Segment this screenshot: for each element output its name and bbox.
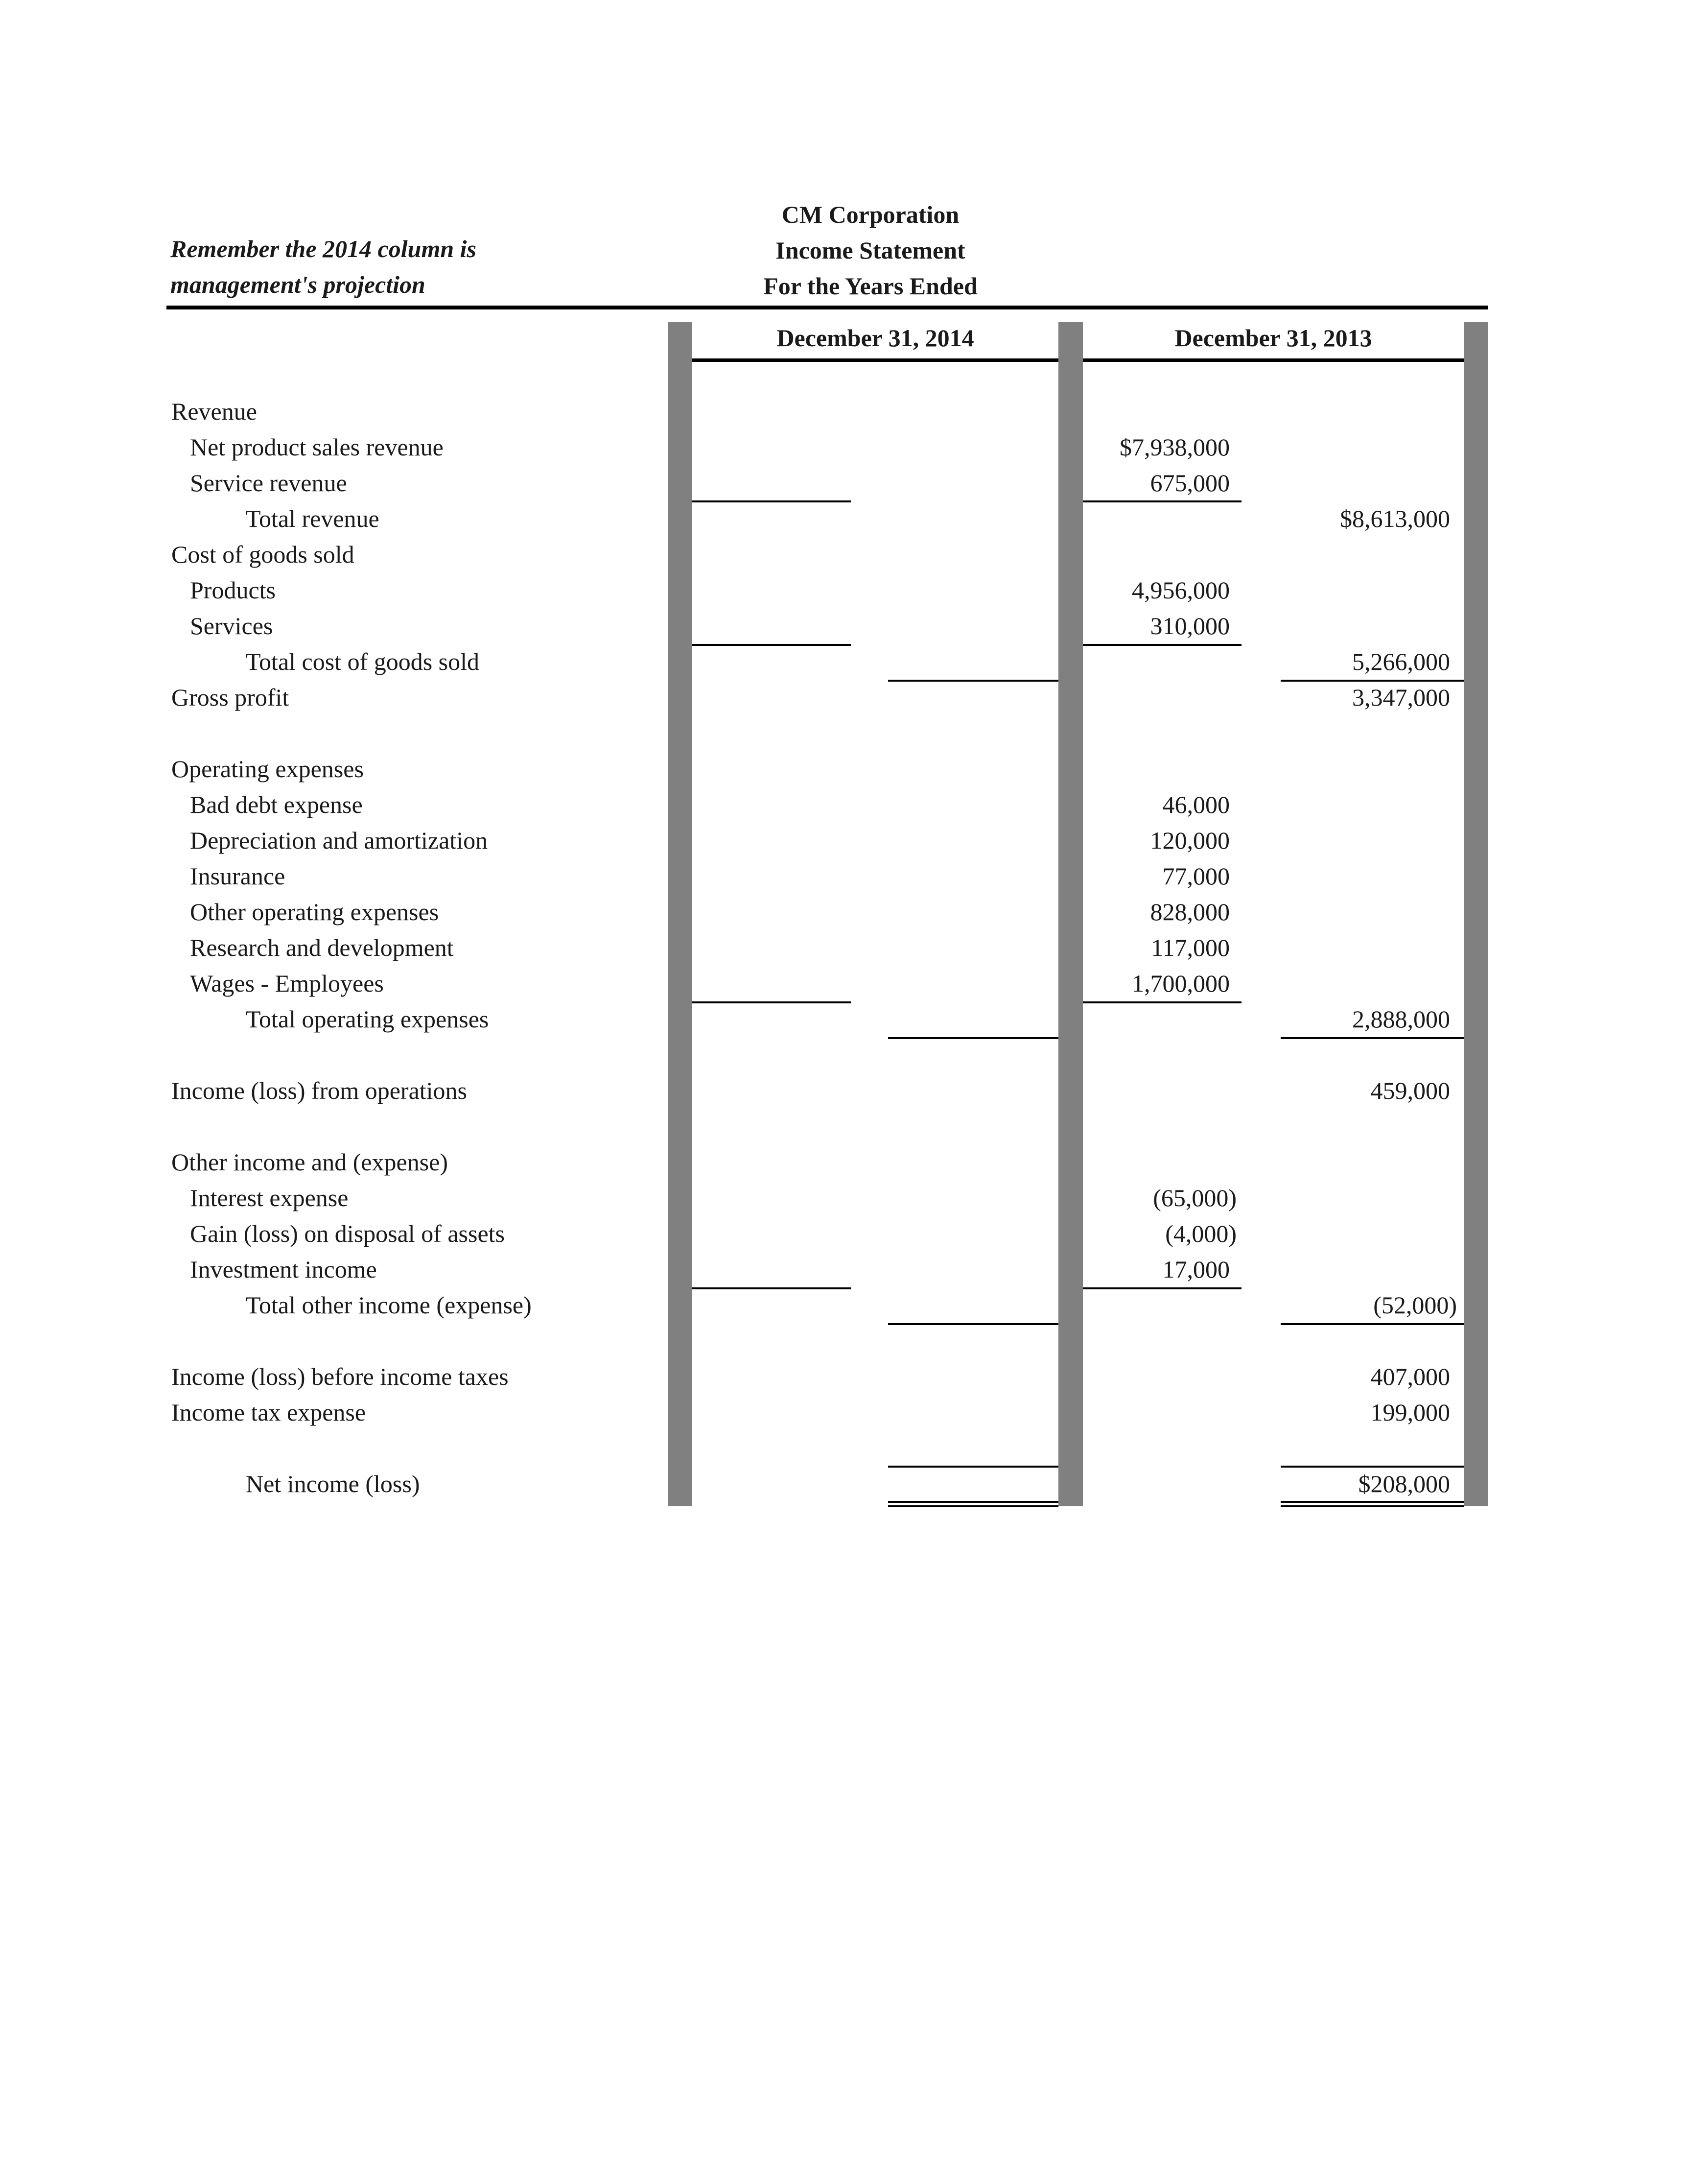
total-2013-other-income-expense: (52,000): [1373, 1291, 1457, 1319]
rule-2013-gross-profit: [1281, 680, 1464, 682]
row-label-depreciation-and-amortization: Depreciation and amortization: [190, 827, 488, 854]
total-2013-net-income: $208,000: [1358, 1470, 1450, 1497]
rule-2013-other-total: [1281, 1323, 1464, 1325]
row-label-gain-loss-on-disposal: Gain (loss) on disposal of assets: [190, 1220, 505, 1247]
total-2013-revenue: $8,613,000: [1340, 505, 1450, 532]
row-label-service-revenue: Service revenue: [190, 469, 347, 497]
rule-2014-net-income-double-1: [888, 1501, 1058, 1503]
statement-period: For the Years Ended: [763, 272, 978, 300]
rule-2013-opex-subtotal: [1083, 1001, 1242, 1003]
column-heading-2014: December 31, 2014: [776, 324, 974, 352]
amount-2013-interest-expense: (65,000): [1153, 1184, 1237, 1211]
statement-title: Income Statement: [775, 237, 965, 264]
rule-2014-net-income-top: [888, 1466, 1058, 1468]
row-label-insurance: Insurance: [190, 862, 285, 890]
amount-2013-investment-income: 17,000: [1162, 1256, 1230, 1283]
row-label-investment-income: Investment income: [190, 1256, 377, 1283]
row-label-net-income: Net income (loss): [246, 1470, 420, 1497]
row-label-income-from-operations: Income (loss) from operations: [171, 1077, 468, 1104]
rule-2014-opex-total: [888, 1037, 1058, 1039]
row-label-total-cost-of-goods-sold: Total cost of goods sold: [246, 648, 480, 675]
total-2013-income-from-operations: 459,000: [1370, 1077, 1450, 1104]
row-label-total-revenue: Total revenue: [246, 505, 379, 532]
rule-2014-net-income-double-2: [888, 1505, 1058, 1507]
column-heading-rule-2014: [692, 358, 1058, 362]
row-label-income-before-taxes: Income (loss) before income taxes: [171, 1363, 509, 1390]
row-label-research-and-development: Research and development: [190, 934, 454, 961]
rule-2013-net-income-double-1: [1281, 1501, 1464, 1503]
rule-2014-other-subtotal: [692, 1287, 851, 1289]
row-label-services: Services: [190, 612, 273, 640]
rule-2013-cogs-subtotal: [1083, 644, 1242, 646]
row-label-income-tax-expense: Income tax expense: [171, 1399, 366, 1426]
row-label-interest-expense: Interest expense: [190, 1184, 349, 1211]
rule-2014-gross-profit: [888, 680, 1058, 682]
amount-2013-depreciation: 120,000: [1150, 827, 1230, 854]
rule-2013-revenue-subtotal: [1083, 500, 1242, 502]
company-name: CM Corporation: [781, 201, 960, 228]
rule-2013-net-income-double-2: [1281, 1505, 1464, 1507]
row-label-total-other-income-expense: Total other income (expense): [246, 1291, 532, 1319]
rule-2014-opex-subtotal: [692, 1001, 851, 1003]
row-label-net-product-sales-revenue: Net product sales revenue: [190, 433, 444, 461]
column-bar-right: [1464, 322, 1488, 1506]
amount-2013-other-operating: 828,000: [1150, 898, 1230, 926]
total-2013-income-before-taxes: 407,000: [1370, 1363, 1450, 1390]
amount-2013-bad-debt: 46,000: [1162, 791, 1230, 818]
row-label-wages-employees: Wages - Employees: [190, 970, 384, 997]
row-label-total-operating-expenses: Total operating expenses: [246, 1005, 489, 1033]
row-label-products: Products: [190, 576, 276, 604]
amount-2013-research: 117,000: [1151, 934, 1230, 961]
rule-2014-other-total: [888, 1323, 1058, 1325]
row-label-other-operating-expenses: Other operating expenses: [190, 898, 439, 926]
row-label-other-income-and-expense: Other income and (expense): [171, 1148, 448, 1176]
row-label-gross-profit: Gross profit: [171, 684, 289, 711]
row-label-cost-of-goods-sold: Cost of goods sold: [171, 541, 354, 568]
amount-2013-wages: 1,700,000: [1132, 970, 1230, 997]
amount-2013-gain-loss-disposal: (4,000): [1165, 1220, 1237, 1247]
row-label-bad-debt-expense: Bad debt expense: [190, 791, 363, 818]
amount-2013-service-revenue: 675,000: [1150, 469, 1230, 497]
total-2013-gross-profit: 3,347,000: [1352, 684, 1450, 711]
total-2013-cost-of-goods-sold: 5,266,000: [1352, 648, 1450, 675]
projection-note-line-2: management's projection: [170, 271, 425, 298]
rule-2013-opex-total: [1281, 1037, 1464, 1039]
column-heading-rule-2013: [1083, 358, 1464, 362]
total-2013-operating-expenses: 2,888,000: [1352, 1005, 1450, 1033]
amount-2013-products: 4,956,000: [1132, 576, 1230, 604]
rule-2014-cogs-subtotal: [692, 644, 851, 646]
row-label-revenue: Revenue: [171, 398, 257, 425]
column-heading-2013: December 31, 2013: [1174, 324, 1372, 352]
row-label-operating-expenses: Operating expenses: [171, 755, 364, 783]
rule-2013-other-subtotal: [1083, 1287, 1242, 1289]
rule-2013-net-income-top: [1281, 1466, 1464, 1468]
column-bar-left: [668, 322, 692, 1506]
header-rule: [166, 306, 1488, 309]
amount-2013-services: 310,000: [1150, 612, 1230, 640]
amount-2013-net-product-sales: $7,938,000: [1120, 433, 1230, 461]
rule-2014-revenue-subtotal: [692, 500, 851, 502]
projection-note-line-1: Remember the 2014 column is: [170, 235, 476, 262]
amount-2013-insurance: 77,000: [1162, 862, 1230, 890]
total-2013-income-tax-expense: 199,000: [1370, 1399, 1450, 1426]
column-bar-middle: [1058, 322, 1083, 1506]
